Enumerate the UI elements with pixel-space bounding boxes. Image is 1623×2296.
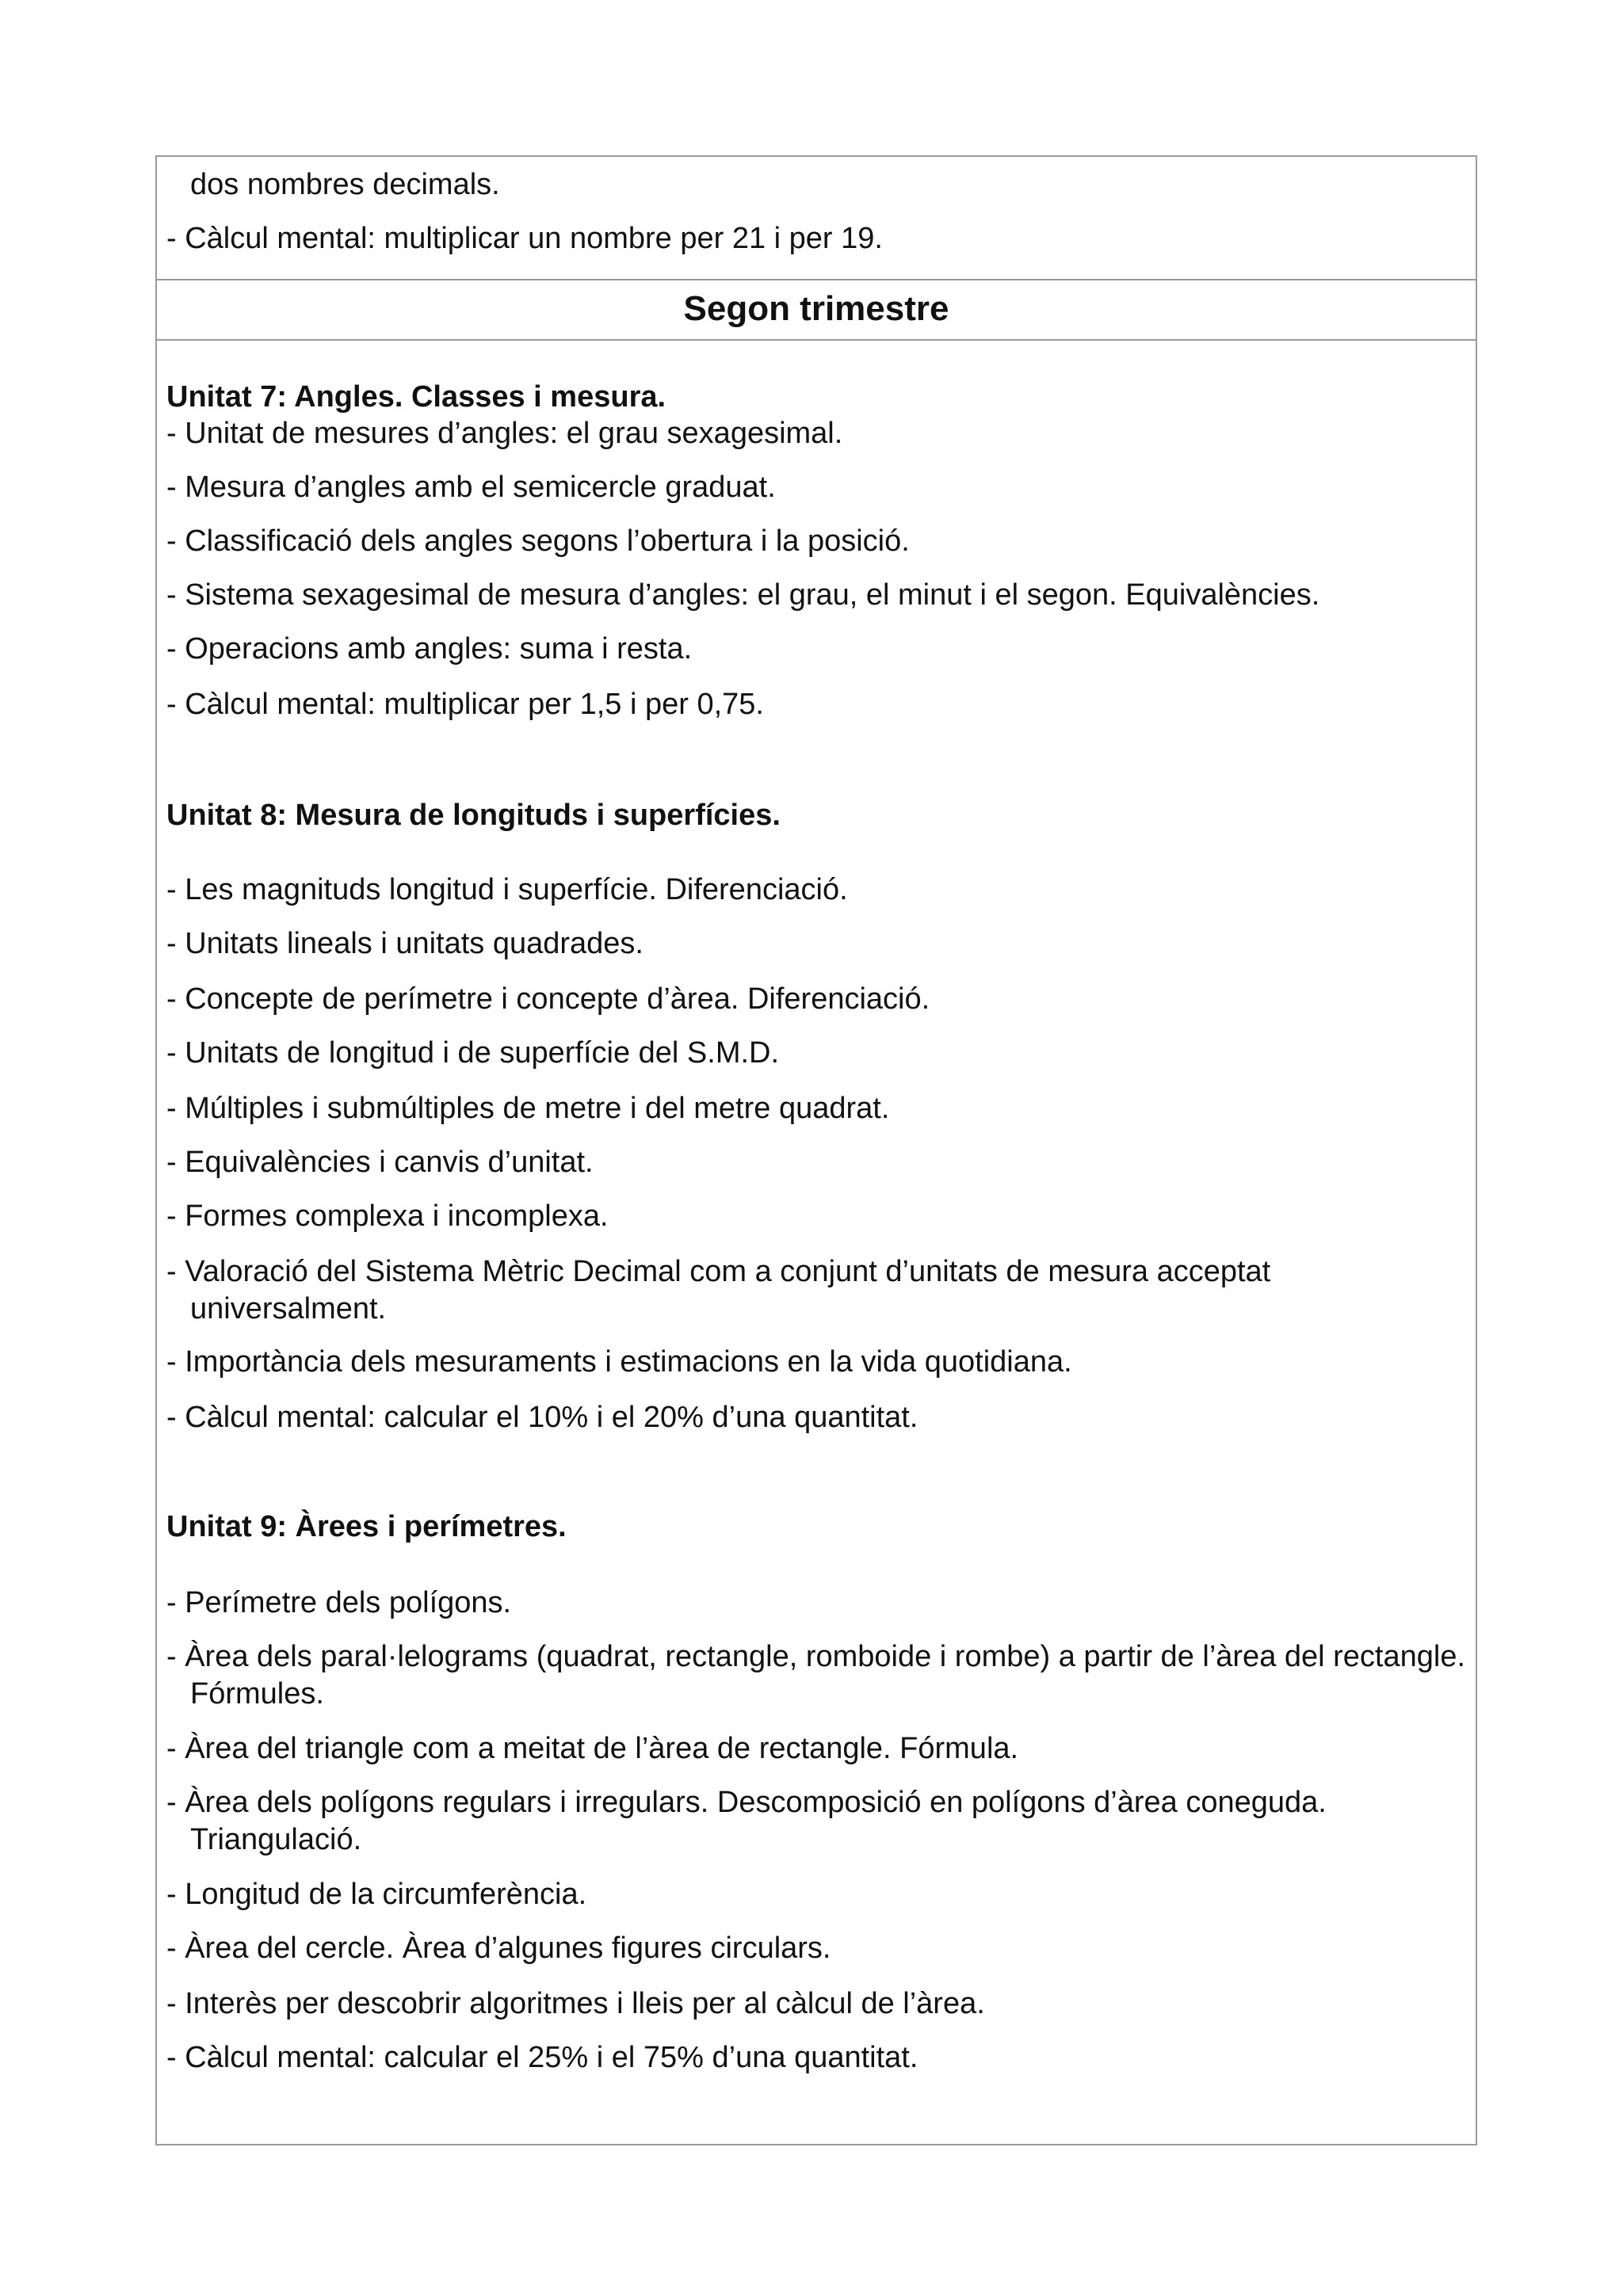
unit-9-title: Unitat 9: Àrees i perímetres. [166,1510,567,1543]
list-item: - Unitats de longitud i de superfície del S.M.D. [166,1036,780,1070]
list-item: - Formes complexa i incomplexa. [166,1199,609,1233]
list-item: - Equivalències i canvis d’unitat. [166,1146,594,1179]
continuation-line: dos nombres decimals. [190,168,500,201]
list-item: - Àrea del triangle com a meitat de l’àrea de rectangle. Fórmula. [166,1732,1019,1765]
list-item: - Importància dels mesuraments i estimacions en la vida quotidiana. [166,1345,1072,1379]
list-item: - Interès per descobrir algoritmes i lleis per al càlcul de l’àrea. [166,1987,985,2020]
list-item: - Sistema sexagesimal de mesura d’angles: el grau, el minut i el segon. Equivalències. [166,578,1320,612]
list-item: - Càlcul mental: calcular el 10% i el 20% d’una quantitat. [166,1401,918,1434]
content-table [155,155,1477,2145]
list-item: - Àrea del cercle. Àrea d’algunes figures circulars. [166,1932,831,1965]
list-item: - Mesura d’angles amb el semicercle graduat. [166,471,776,504]
unit-8-title: Unitat 8: Mesura de longituds i superfícies. [166,799,781,832]
list-item: - Múltiples i submúltiples de metre i del metre quadrat. [166,1092,890,1125]
list-item: - Àrea dels paral·lelograms (quadrat, rectangle, romboide i rombe) a partir de l’àrea del rectangle. Fórmules. [166,1640,1466,1711]
list-item: - Unitats lineals i unitats quadrades. [166,927,643,960]
previous-unit-tail [157,157,1476,280]
section-header-row [157,280,1476,341]
list-item: - Valoració del Sistema Mètric Decimal com a conjunt d’unitats de mesura acceptat universalment. [166,1255,1271,1325]
list-item: - Càlcul mental: multiplicar per 1,5 i per 0,75. [166,688,764,721]
list-item: - Operacions amb angles: suma i resta. [166,632,693,666]
list-item: - Àrea dels polígons regulars i irregulars. Descomposició en polígons d’àrea coneguda. Triangulació. [166,1786,1327,1856]
section-title: Segon trimestre [683,289,949,328]
section-content [157,341,1476,2144]
list-item: - Perímetre dels polígons. [166,1586,512,1619]
list-item: - Classificació dels angles segons l’obertura i la posició. [166,524,910,558]
list-item: - Unitat de mesures d’angles: el grau sexagesimal. [166,417,843,450]
list-item: - Càlcul mental: multiplicar un nombre per 21 i per 19. [166,222,883,255]
list-item: - Càlcul mental: calcular el 25% i el 75% d’una quantitat. [166,2041,918,2074]
unit-7-title: Unitat 7: Angles. Classes i mesura. [166,380,666,414]
list-item: - Longitud de la circumferència. [166,1878,587,1911]
list-item: - Concepte de perímetre i concepte d’àrea. Diferenciació. [166,982,930,1016]
list-item: - Les magnituds longitud i superfície. Diferenciació. [166,873,848,906]
